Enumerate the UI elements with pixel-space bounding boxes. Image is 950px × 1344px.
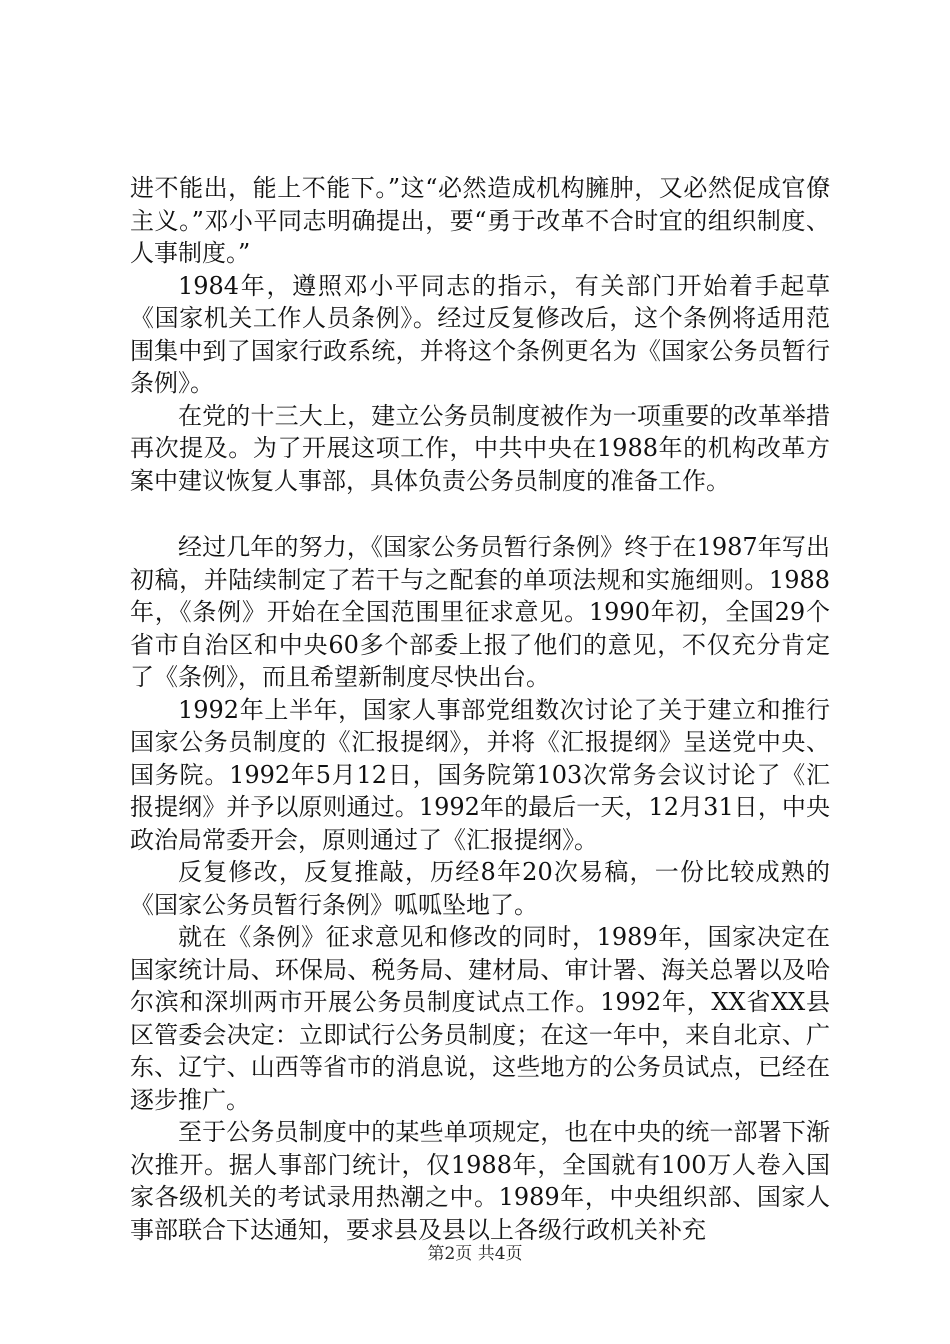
paragraph-6: 反复修改，反复推敲，历经8年20次易稿，一份比较成熟的《国家公务员暂行条例》呱呱坠地了。 — [130, 858, 830, 919]
paragraph-8: 至于公务员制度中的某些单项规定，也在中央的统一部署下渐次推开。据人事部门统计，仅1988年，全国就有100万人卷入国家各级机关的考试录用热潮之中。1989年，中央组织部、国家人事部联合下达通知，要求县及县以上各级行政机关补充 — [130, 1118, 830, 1244]
paragraph-1: 进不能出，能上不能下。”这“必然造成机构臃肿，又必然促成官僚主义。”邓小平同志明确提出，要“勇于改革不合时宜的组织制度、人事制度。” — [130, 174, 830, 267]
paragraph-3: 在党的十三大上，建立公务员制度被作为一项重要的改革举措再次提及。为了开展这项工作，中共中央在1988年的机构改革方案中建议恢复人事部，具体负责公务员制度的准备工作。 — [130, 401, 830, 495]
paragraph-4: 经过几年的努力，《国家公务员暂行条例》终于在1987年写出初稿，并陆续制定了若干与之配套的单项法规和实施细则。1988年，《条例》开始在全国范围里征求意见。1990年初，全国29个省市自治区和中央60多个部委上报了他们的意见，不仅充分肯定了《条例》，而且希望新制度尽快出台。 — [130, 533, 830, 691]
page-number-footer: 第2页 共4页 — [427, 1244, 523, 1264]
paragraph-5: 1992年上半年，国家人事部党组数次讨论了关于建立和推行国家公务员制度的《汇报提纲》，并将《汇报提纲》呈送党中央、国务院。1992年5月12日，国务院第103次常务会议讨论了《汇报提纲》并予以原则通过。1992年的最后一天，12月31日，中央政治局常委开会，原则通过了《汇报提纲》。 — [130, 695, 830, 854]
document-body — [130, 172, 830, 1246]
paragraph-7: 就在《条例》征求意见和修改的同时，1989年，国家决定在国家统计局、环保局、税务局、建材局、审计署、海关总署以及哈尔滨和深圳两市开展公务员制度试点工作。1992年，XX省XX县区管委会决定：立即试行公务员制度；在这一年中，来自北京、广东、辽宁、山西等省市的消息说，这些地方的公务员试点，已经在逐步推广。 — [130, 923, 830, 1114]
paragraph-2: 1984年，遵照邓小平同志的指示，有关部门开始着手起草《国家机关工作人员条例》。经过反复修改后，这个条例将适用范围集中到了国家行政系统，并将这个条例更名为《国家公务员暂行条例》。 — [130, 271, 830, 397]
